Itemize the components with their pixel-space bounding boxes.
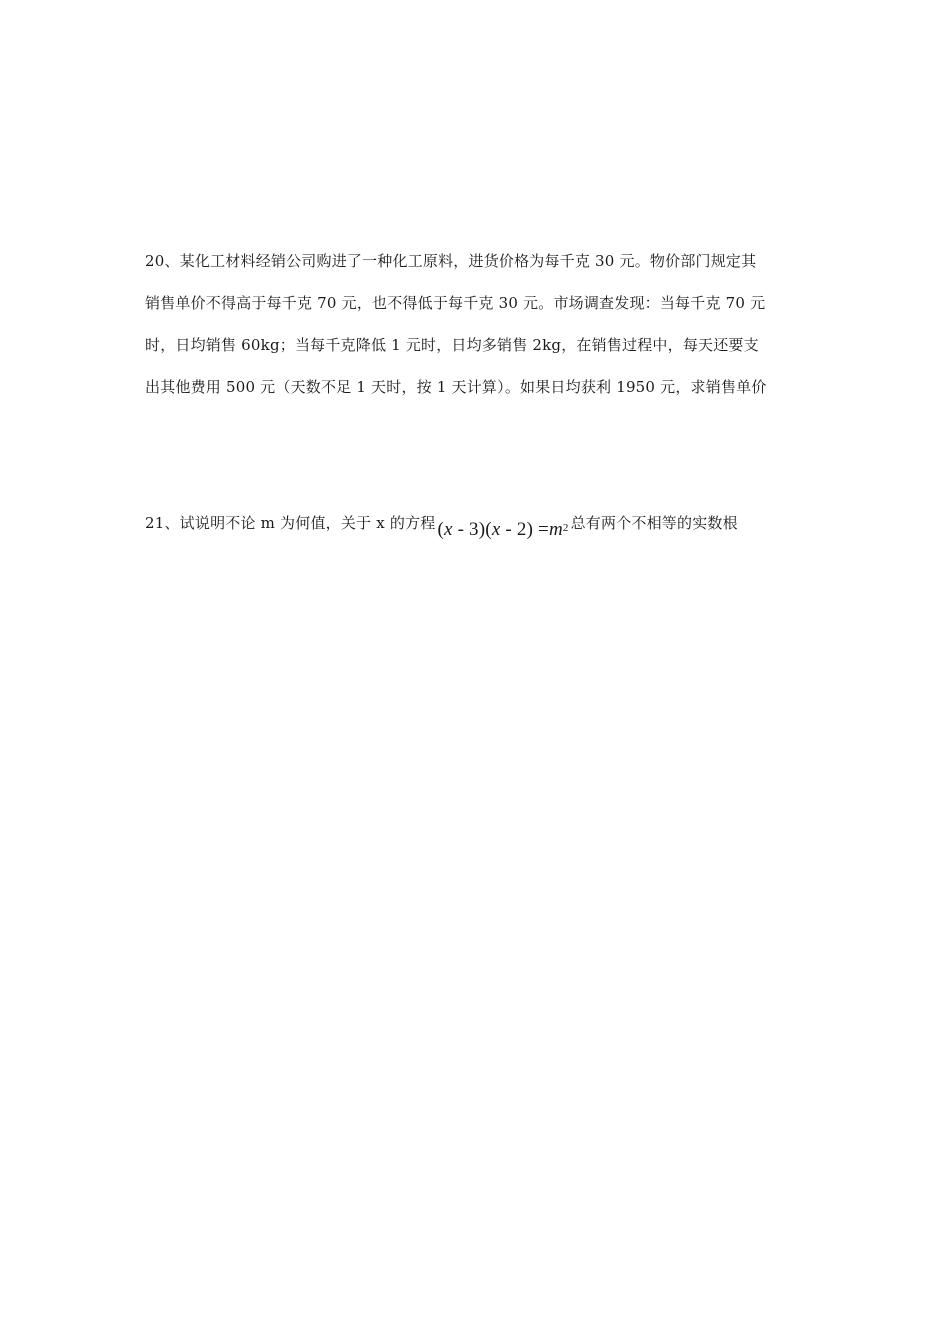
problem-20 <box>145 251 810 419</box>
problem-20-line-2: 销售单价不得高于每千克 70 元，也不得低于每千克 30 元。市场调查发现：当每千克 70 元 <box>145 294 766 312</box>
problem-21-prefix: 21、试说明不论 m 为何值，关于 x 的方程 <box>145 514 436 532</box>
equation-var-m: m <box>548 519 563 540</box>
equation-part-1: - 3)( <box>452 519 492 540</box>
equation-part-2: - 2) = <box>500 519 549 540</box>
problem-20-line-4: 出其他费用 500 元（天数不足 1 天时，按 1 天计算）。如果日均获利 1950 元，求销售单价 <box>145 378 767 396</box>
equation-var-x1: x <box>443 519 453 540</box>
equation-var-x2: x <box>491 519 501 540</box>
problem-21 <box>145 513 810 540</box>
problem-21-suffix: 总有两个不相等的实数根 <box>570 514 738 532</box>
equation-paren-open: ( <box>437 519 444 540</box>
equation <box>437 520 568 542</box>
problem-20-line-3: 时，日均销售 60kg；当每千克降低 1 元时，日均多销售 2kg，在销售过程中，每天还要支 <box>145 336 759 354</box>
equation-exponent: 2 <box>562 522 569 534</box>
problem-20-line-1: 20、某化工材料经销公司购进了一种化工原料，进货价格为每千克 30 元。物价部门规定其 <box>145 252 757 270</box>
